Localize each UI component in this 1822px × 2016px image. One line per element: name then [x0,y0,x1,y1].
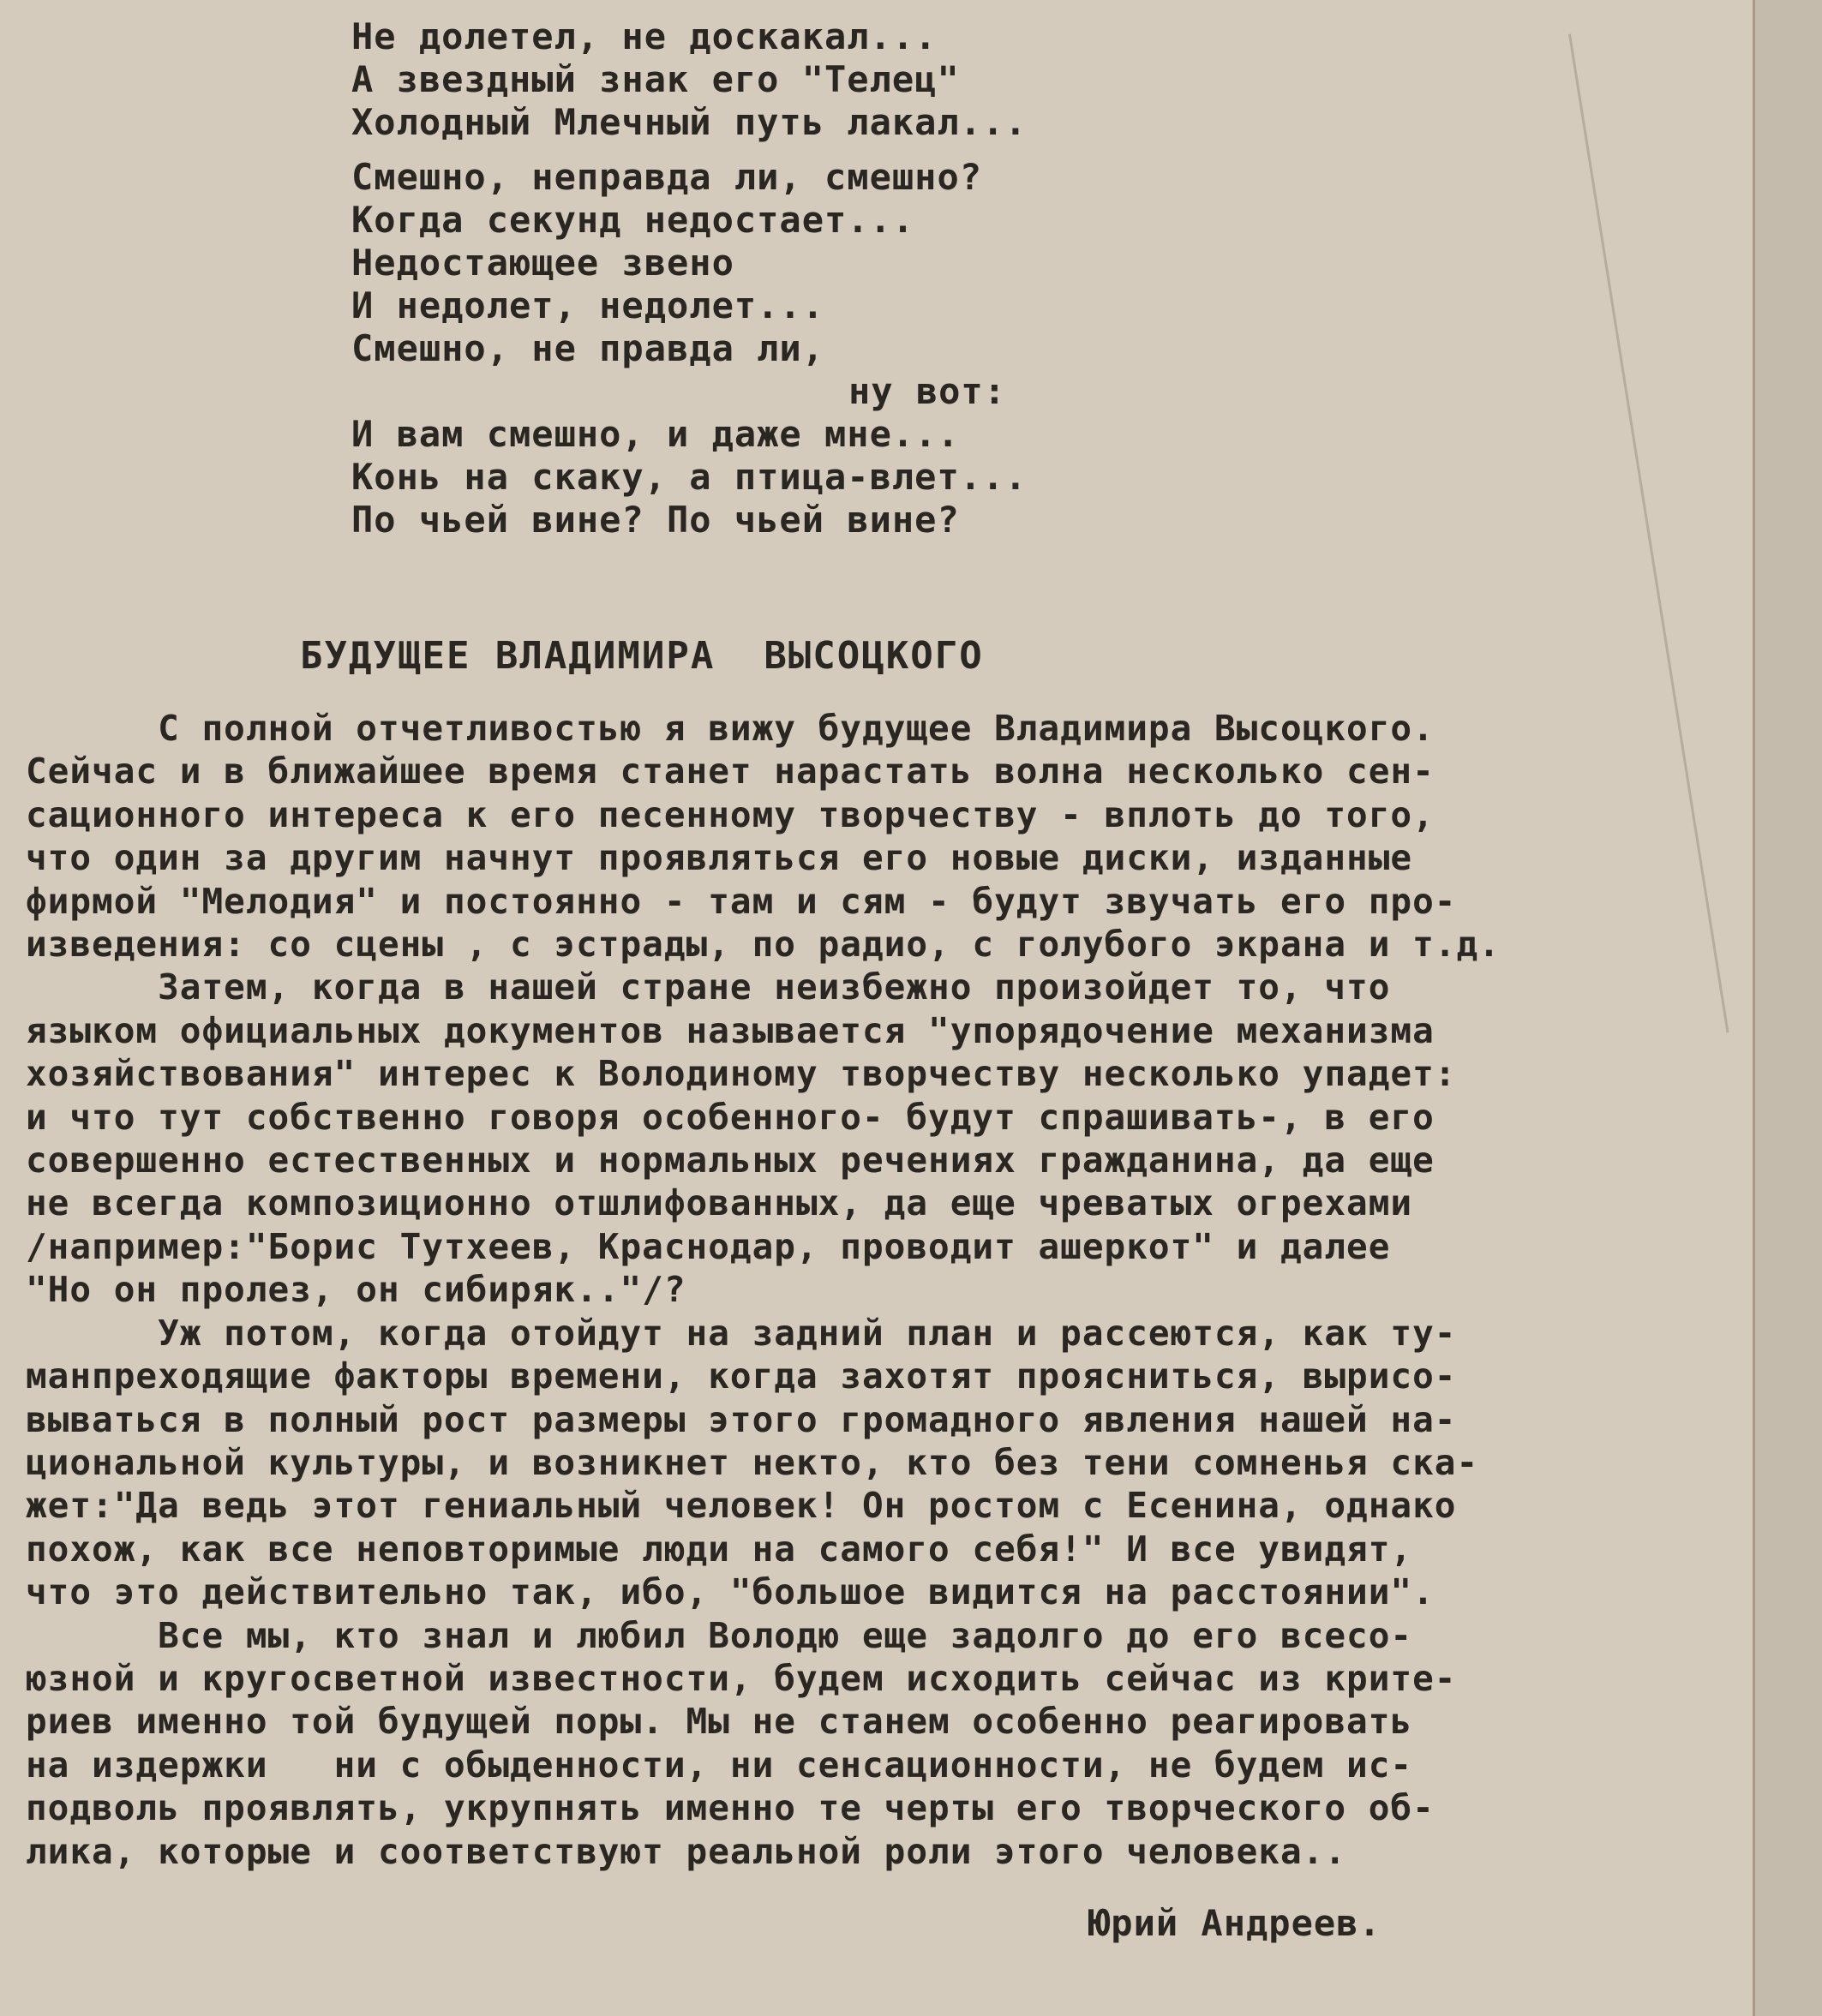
background-strip [1755,0,1822,2016]
poem-line: А звездный знак его "Телец" [351,58,960,100]
poem-line: И вам смешно, и даже мне... [351,413,960,455]
poem-line: Смешно, неправда ли, смешно? [351,156,983,198]
article-line: "Но он пролез, он сибиряк.."/? [26,1269,686,1311]
article-line: юзной и кругосветной известности, будем исходить сейчас из крите- [26,1657,1457,1699]
article-body [26,707,1774,1873]
article-line: вываться в полный рост размеры этого громадного явления нашей на- [26,1398,1457,1440]
poem-line: Смешно, не правда ли, [351,327,825,369]
article-line: совершенно естественных и нормальных речениях гражданина, да еще [26,1140,1435,1181]
author-signature: Юрий Андреев. [1088,1902,1381,1944]
article-line: жет:"Да ведь этот гениальный человек! Он ростом с Есенина, однако [26,1485,1457,1527]
poem-line: Холодный Млечный путь лакал... [351,101,1028,143]
article-line: лика, которые и соответствуют реальной роли этого человека.. [26,1830,1347,1872]
article-line: подволь проявлять, укрупнять именно те черты его творческого об- [26,1787,1435,1829]
article-line: Сейчас и в ближайшее время станет нарастать волна несколько сен- [26,751,1435,793]
article-line: Затем, когда в нашей стране неизбежно произойдет то, что [26,966,1391,1008]
poem-line: И недолет, недолет... [351,284,825,326]
article-line: Уж потом, когда отойдут на задний план и рассеются, как ту- [26,1312,1457,1354]
article-title: БУДУЩЕЕ ВЛАДИМИРА ВЫСОЦКОГО [300,634,984,678]
poem-stanza-1 [351,15,1028,144]
article-line: и что тут собственно говоря особенного- будут спрашивать-, в его [26,1096,1435,1138]
article-line: на издержки ни с обыденности, ни сенсационности, не будем ис- [26,1744,1413,1786]
article-line: изведения: со сцены , с эстрады, по радио, с голубого экрана и т.д. [26,924,1501,966]
poem-line: Конь на скаку, а птица-влет... [351,456,1028,498]
article-line: языком официальных документов называется "упорядочение механизма [26,1009,1435,1051]
poem-line: Недостающее звено [351,242,734,284]
article-line: циональной культуры, и возникнет некто, кто без тени сомненья ска- [26,1441,1479,1483]
article-line: хозяйствования" интерес к Володиному творчеству несколько упадет: [26,1053,1457,1095]
article-line: сационного интереса к его песенному творчеству - вплоть до того, [26,793,1435,835]
poem-line: ну вот: [848,370,1007,412]
article-line: манпреходящие факторы времени, когда захотят проясниться, вырисо- [26,1355,1457,1397]
article-line: фирмой "Мелодия" и постоянно - там и сям - будут звучать его про- [26,880,1457,922]
poem-line: Когда секунд недостает... [351,199,915,241]
poem [351,15,1028,553]
article-line: С полной отчетливостью я вижу будущее Владимира Высоцкого. [26,708,1435,749]
poem-stanza-2 [351,156,1028,541]
poem-line: По чьей вине? По чьей вине? [351,499,960,541]
article-line: /например:"Борис Тутхеев, Краснодар, проводит ашеркот" и далее [26,1225,1391,1267]
article-line: что это действительно так, ибо, "большое видится на расстоянии". [26,1571,1435,1613]
article-line: риев именно той будущей поры. Мы не станем особенно реагировать [26,1701,1413,1743]
article-line: не всегда композиционно отшлифованных, да еще чреватых огрехами [26,1182,1413,1224]
poem-line: Не долетел, не доскакал... [351,15,938,57]
article-line: что один за другим начнут проявляться его новые диски, изданные [26,837,1413,879]
article-line: похож, как все неповторимые люди на самого себя!" И все увидят, [26,1528,1413,1570]
article-line: Все мы, кто знал и любил Володю еще задолго до его всесо- [26,1614,1413,1656]
